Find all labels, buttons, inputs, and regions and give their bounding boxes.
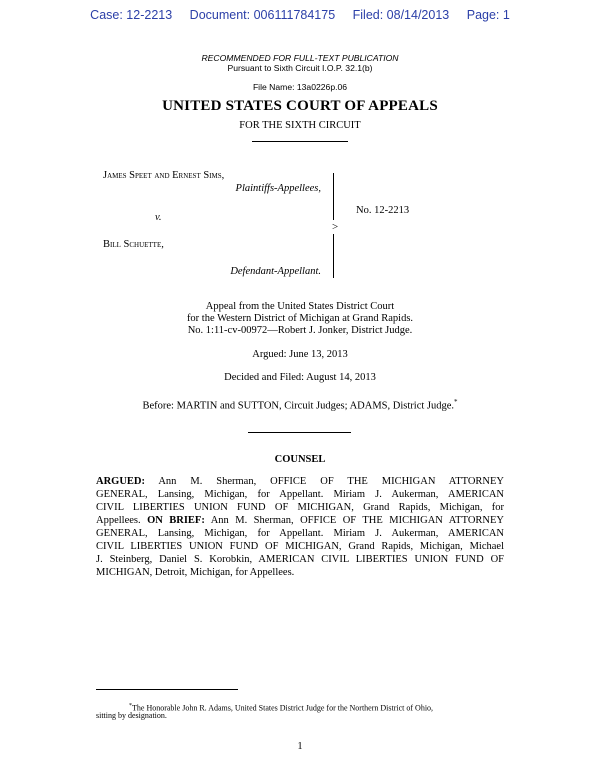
title-divider [252, 141, 348, 142]
document-number-header: Document: 006111784175 [189, 8, 336, 22]
footnote-line-2: sitting by designation. [96, 711, 167, 720]
case-number-header: Case: 12-2213 [90, 8, 173, 22]
counsel-line-7: J. Steinberg, Daniel S. Korobkin, AMERICAN CIVIL LIBERTIES UNION FUND OF [96, 554, 504, 565]
appeal-line-1: Appeal from the United States District Court [205, 301, 395, 312]
panel-judges-text: Before: MARTIN and SUTTON, Circuit Judges; ADAMS, District Judge. [142, 400, 455, 412]
court-title: UNITED STATES COURT OF APPEALS [162, 98, 438, 114]
counsel-line-2: GENERAL, Lansing, Michigan, for Appellant. Miriam J. Aukerman, AMERICAN [96, 489, 504, 500]
caption-bracket-bottom [333, 234, 334, 278]
footnote-mark: * [129, 703, 132, 709]
appeal-line-2: for the Western District of Michigan at Grand Rapids. [186, 313, 414, 324]
panel-judges [0, 396, 600, 413]
ecf-header [0, 8, 600, 22]
footnote-line-1: The Honorable John R. Adams, United States District Judge for the Northern District of Ohio, [132, 703, 434, 713]
counsel-line-8: MICHIGAN, Detroit, Michigan, for Appellees. [96, 567, 295, 578]
panel-footnote-mark: * [454, 398, 458, 406]
defendant-role: Defendant-Appellant. [230, 266, 321, 277]
section-divider [248, 432, 351, 433]
publication-notice: RECOMMENDED FOR FULL-TEXT PUBLICATION [201, 53, 399, 63]
case-number: No. 12-2213 [356, 205, 410, 216]
appeal-line-3: No. 1:11-cv-00972—Robert J. Jonker, District Judge. [187, 325, 413, 336]
decided-date: Decided and Filed: August 14, 2013 [224, 372, 376, 383]
page-number: 1 [297, 741, 303, 752]
counsel-line-6: CIVIL LIBERTIES UNION FUND OF MICHIGAN, Grand Rapids, Michigan, Michael [96, 541, 504, 552]
footnote-rule [96, 689, 238, 690]
counsel-line-3: CIVIL LIBERTIES UNION FUND OF MICHIGAN, Grand Rapids, Michigan, for [96, 502, 504, 513]
versus: v. [155, 212, 162, 223]
argued-date: Argued: June 13, 2013 [252, 349, 348, 360]
file-name: File Name: 13a0226p.06 [252, 82, 348, 92]
counsel-line-5: GENERAL, Lansing, Michigan, for Appellant. Miriam J. Aukerman, AMERICAN [96, 528, 504, 539]
filed-date-header: Filed: 08/14/2013 [352, 8, 450, 22]
counsel-line-4: Appellees. ON BRIEF: Ann M. Sherman, OFFICE OF THE MICHIGAN ATTORNEY [96, 515, 504, 526]
page-number-header: Page: 1 [466, 8, 510, 22]
publication-rule: Pursuant to Sixth Circuit I.O.P. 32.1(b) [227, 63, 373, 73]
counsel-label: ARGUED: [96, 476, 145, 487]
plaintiffs-names: James Speet and Ernest Sims, [103, 170, 225, 181]
caption-arrow: > [332, 221, 339, 233]
plaintiffs-role: Plaintiffs-Appellees, [235, 183, 321, 194]
defendant-name: Bill Schuette, [103, 239, 164, 250]
circuit-name: FOR THE SIXTH CIRCUIT [239, 120, 361, 131]
counsel-heading: COUNSEL [274, 454, 326, 465]
counsel-line-1: ARGUED: Ann M. Sherman, OFFICE OF THE MICHIGAN ATTORNEY [96, 476, 504, 487]
caption-bracket-top [333, 173, 334, 220]
counsel-label: ON BRIEF: [147, 515, 205, 526]
